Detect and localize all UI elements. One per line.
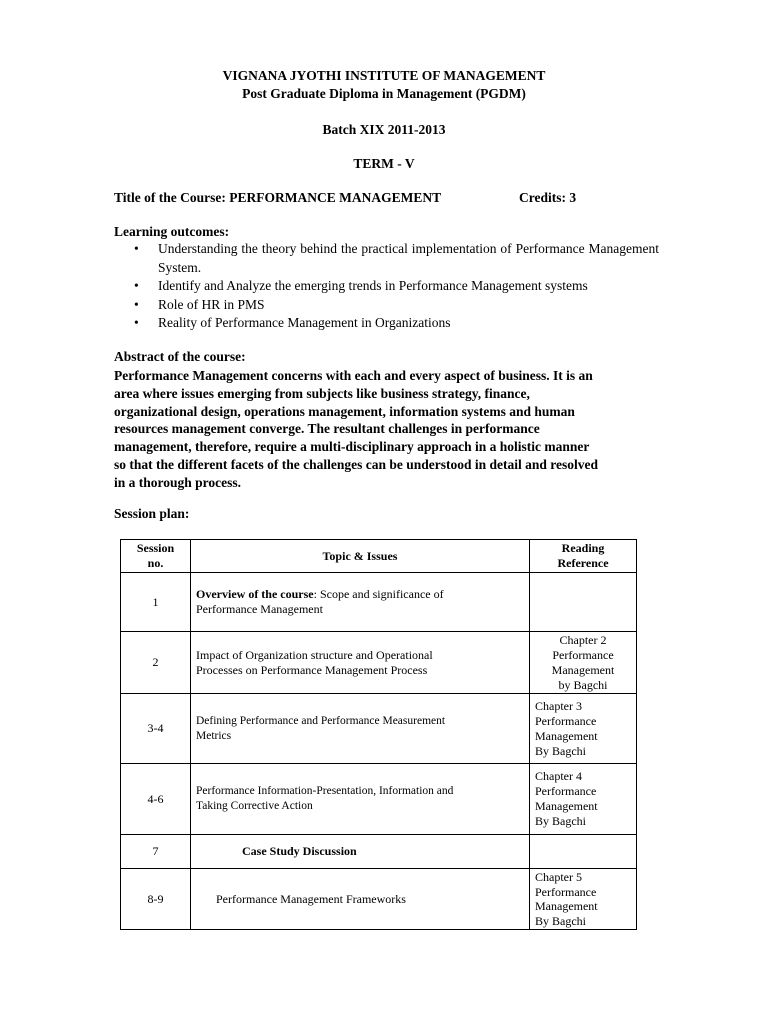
column-header-session: Session no. [121,540,191,573]
abstract-line: organizational design, operations management, information systems and human [114,403,575,419]
session-number: 4-6 [121,764,191,835]
session-number: 1 [121,573,191,632]
abstract-line: so that the different facets of the challenges can be understood in detail and resolved [114,456,598,472]
learning-outcome-item: • Reality of Performance Management in Organizations [114,314,659,333]
term-label: TERM - V [353,156,415,171]
learning-outcomes-list [114,240,659,333]
program-name: Post Graduate Diploma in Management (PGDM) [242,86,526,101]
session-topic: Performance Management Frameworks [191,869,530,930]
session-topic: Case Study Discussion [191,835,530,869]
learning-outcome-item: • Understanding the theory behind the practical implementation of Performance Management System. [114,240,659,277]
reading-reference: Chapter 3 Performance Management By Bagchi [530,694,637,764]
abstract-line: resources management converge. The resultant challenges in performance [114,421,540,437]
table-row [121,694,637,764]
session-number: 3-4 [121,694,191,764]
reading-reference: Chapter 5 Performance Management By Bagchi [530,869,637,930]
course-title: Title of the Course: PERFORMANCE MANAGEMENT [114,190,442,205]
session-plan-table [120,539,637,930]
table-header-row [121,540,637,573]
reading-reference [530,835,637,869]
abstract-heading: Abstract of the course: [114,349,246,364]
session-plan-heading: Session plan: [114,506,190,521]
table-row [121,869,637,930]
learning-outcome-item: • Role of HR in PMS [114,296,659,315]
learning-outcomes-heading: Learning outcomes: [114,224,230,239]
session-topic: Performance Information-Presentation, Information and Taking Corrective Action [191,764,530,835]
abstract-body [114,367,655,492]
session-topic: Impact of Organization structure and Operational Processes on Performance Management Process [191,632,530,694]
session-topic: Defining Performance and Performance Measurement Metrics [191,694,530,764]
column-header-reference: Reading Reference [530,540,637,573]
table-row [121,764,637,835]
reading-reference: Chapter 2 Performance Management by Bagchi [530,632,637,694]
abstract-line: area where issues emerging from subjects like business strategy, finance, [114,385,530,401]
course-credits: Credits: 3 [519,190,577,205]
reading-reference: Chapter 4 Performance Management By Bagchi [530,764,637,835]
batch-label: Batch XIX 2011-2013 [322,122,446,137]
institute-name: VIGNANA JYOTHI INSTITUTE OF MANAGEMENT [222,68,546,83]
learning-outcome-item: • Identify and Analyze the emerging trends in Performance Management systems [114,277,659,296]
table-row [121,632,637,694]
abstract-line: in a thorough process. [114,474,242,490]
abstract-line: management, therefore, require a multi-disciplinary approach in a holistic manner [114,439,590,455]
table-row [121,835,637,869]
table-row [121,573,637,632]
session-number: 8-9 [121,869,191,930]
column-header-topic: Topic & Issues [191,540,530,573]
session-number: 2 [121,632,191,694]
abstract-line: Performance Management concerns with each and every aspect of business. It is an [114,368,593,383]
session-topic: Overview of the course: Scope and significance of Performance Management [191,573,530,632]
reading-reference [530,573,637,632]
session-number: 7 [121,835,191,869]
